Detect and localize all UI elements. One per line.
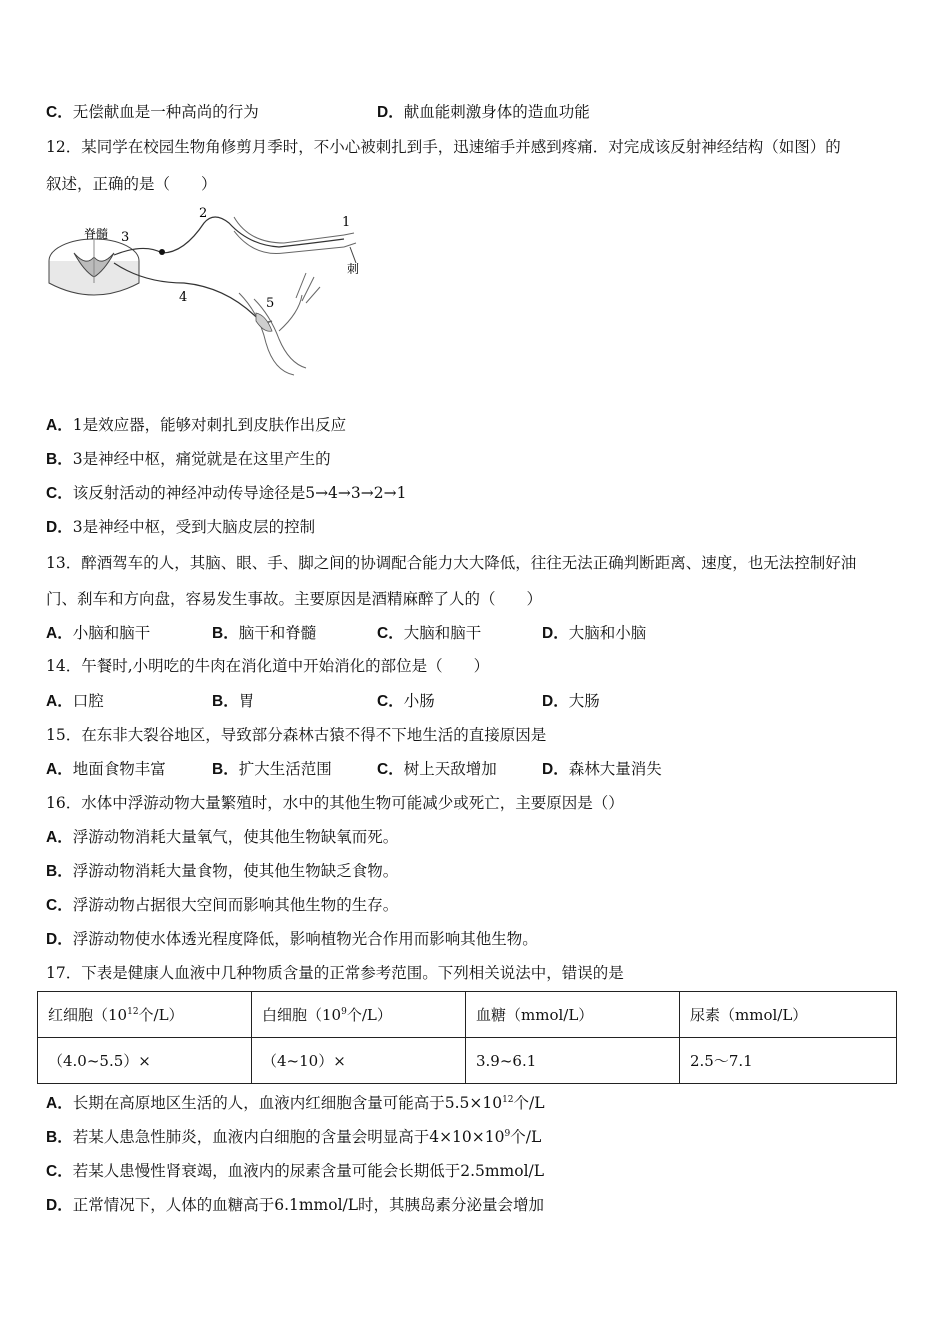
option-letter: C．	[377, 693, 404, 710]
q12-option-c	[46, 483, 406, 504]
q16-stem: 16．水体中浮游动物大量繁殖时，水中的其他生物可能减少或死亡，主要原因是（）	[46, 794, 624, 812]
q12-stem-line2: 叙述，正确的是（ ）	[46, 175, 217, 193]
option-text: 小肠	[403, 692, 435, 710]
option-text: 浮游动物消耗大量氧气，使其他生物缺氧而死。	[72, 828, 399, 846]
q12-option-b	[46, 449, 331, 470]
table-header-row	[38, 992, 897, 1038]
option-text: 3是神经中枢，受到大脑皮层的控制	[72, 518, 316, 536]
option-letter: C．	[377, 761, 404, 778]
option-text: 脑干和脊髓	[238, 624, 317, 642]
q17-option-d	[46, 1195, 544, 1216]
q13-option-d	[542, 623, 646, 644]
q17-option-a	[46, 1093, 545, 1114]
q16-option-c	[46, 895, 398, 916]
q13-stem-line2: 门、刹车和方向盘，容易发生事故。主要原因是酒精麻醉了人的（ ）	[46, 590, 543, 608]
option-letter: C．	[46, 897, 73, 914]
option-text: 若某人患慢性肾衰竭，血液内的尿素含量可能会长期低于2.5mmol/L	[72, 1162, 545, 1180]
cell-urea: 2.5～7.1	[680, 1038, 897, 1084]
label-spinal-cord: 脊髓	[84, 227, 109, 241]
q17-option-b	[46, 1127, 541, 1148]
q13-option-a	[46, 623, 150, 644]
option-letter: B．	[212, 625, 239, 642]
q14-option-d	[542, 691, 600, 712]
option-letter: A．	[46, 693, 73, 710]
q15-option-b	[212, 759, 332, 780]
option-text: 森林大量消失	[568, 760, 662, 778]
option-letter: C．	[46, 485, 73, 502]
q11-option-c	[46, 102, 259, 123]
option-letter: A．	[46, 761, 73, 778]
label-3: 3	[121, 230, 130, 245]
label-5: 5	[266, 296, 275, 311]
option-text: 口腔	[72, 692, 104, 710]
option-text: 小脑和脑干	[72, 624, 151, 642]
option-text: 1是效应器，能够对刺扎到皮肤作出反应	[72, 416, 347, 434]
q13-stem-line1: 13．醉酒驾车的人，其脑、眼、手、脚之间的协调配合能力大大降低，往往无法正确判断距离、速度，也无法控制好油	[46, 554, 857, 572]
option-text: 树上天敌增加	[403, 760, 497, 778]
cell-glucose: 3.9~6.1	[466, 1038, 680, 1084]
q17-option-c	[46, 1161, 544, 1182]
header-rbc: 红细胞（$10^{12}$个/L）	[38, 992, 252, 1038]
q13-option-c	[377, 623, 481, 644]
option-letter: B．	[212, 761, 239, 778]
label-2: 2	[199, 206, 208, 221]
option-text: 长期在高原地区生活的人，血液内红细胞含量可能高于5.5×10	[72, 1094, 503, 1112]
q14-stem: 14．午餐时,小明吃的牛肉在消化道中开始消化的部位是（ ）	[46, 657, 490, 675]
option-letter: D．	[377, 104, 404, 121]
option-letter: D．	[542, 693, 569, 710]
cell-wbc: （4~10）×	[252, 1038, 466, 1084]
q16-option-b	[46, 861, 398, 882]
option-letter: D．	[46, 519, 73, 536]
spinal-cord-figure	[49, 239, 139, 295]
q15-stem: 15．在东非大裂谷地区，导致部分森林古猿不得不下地生活的直接原因是	[46, 726, 547, 744]
exponent: 9	[504, 1129, 511, 1139]
q12-stem-line1: 12．某同学在校园生物角修剪月季时，不小心被刺扎到手，迅速缩手并感到疼痛．对完成该反射神经结构（如图）的	[46, 138, 841, 156]
q16-option-d	[46, 929, 538, 950]
q15-option-a	[46, 759, 166, 780]
option-letter: D．	[542, 625, 569, 642]
option-letter: D．	[46, 1197, 73, 1214]
q14-option-c	[377, 691, 435, 712]
option-letter: C．	[377, 625, 404, 642]
q16-option-a	[46, 827, 398, 848]
option-letter: B．	[46, 451, 73, 468]
option-letter: C．	[46, 1163, 73, 1180]
option-text: 该反射活动的神经冲动传导途径是5→4→3→2→1	[72, 484, 407, 502]
option-text: 正常情况下，人体的血糖高于6.1mmol/L时，其胰岛素分泌量会增加	[72, 1196, 545, 1214]
cell-rbc: （4.0~5.5）×	[38, 1038, 252, 1084]
header-glucose: 血糖（mmol/L）	[466, 992, 680, 1038]
option-text: 献血能刺激身体的造血功能	[403, 103, 590, 121]
option-text: 浮游动物占据很大空间而影响其他生物的生存。	[72, 896, 399, 914]
option-text: 浮游动物消耗大量食物，使其他生物缺乏食物。	[72, 862, 399, 880]
option-unit: 个/L	[513, 1094, 545, 1112]
table-row	[38, 1038, 897, 1084]
option-text: 大脑和小脑	[568, 624, 647, 642]
q13-option-b	[212, 623, 316, 644]
option-unit: 个/L	[510, 1128, 542, 1146]
option-letter: B．	[46, 1129, 73, 1146]
q14-option-b	[212, 691, 254, 712]
option-letter: A．	[46, 1095, 73, 1112]
label-thorn: 刺	[347, 262, 360, 276]
option-text: 无偿献血是一种高尚的行为	[72, 103, 259, 121]
q17-stem: 17．下表是健康人血液中几种物质含量的正常参考范围。下列相关说法中，错误的是	[46, 964, 624, 982]
option-text: 大脑和脑干	[403, 624, 482, 642]
header-wbc: 白细胞（$10^9$个/L）	[252, 992, 466, 1038]
exponent: 12	[502, 1095, 514, 1105]
label-4: 4	[179, 290, 188, 305]
label-1: 1	[342, 215, 351, 230]
option-letter: B．	[212, 693, 239, 710]
header-urea: 尿素（mmol/L）	[680, 992, 897, 1038]
option-letter: A．	[46, 417, 73, 434]
q11-option-d	[377, 102, 590, 123]
option-letter: A．	[46, 829, 73, 846]
option-text: 大肠	[568, 692, 600, 710]
blood-reference-table	[37, 991, 897, 1084]
option-text: 扩大生活范围	[238, 760, 332, 778]
option-letter: D．	[46, 931, 73, 948]
option-letter: B．	[46, 863, 73, 880]
option-letter: C．	[46, 104, 73, 121]
option-letter: A．	[46, 625, 73, 642]
thorn-pointer	[350, 247, 356, 263]
option-text: 3是神经中枢，痛觉就是在这里产生的	[72, 450, 331, 468]
option-text: 胃	[238, 692, 255, 710]
option-text: 地面食物丰富	[72, 760, 166, 778]
q15-option-d	[542, 759, 662, 780]
option-letter: D．	[542, 761, 569, 778]
neuron-cell-body	[159, 249, 165, 255]
q12-option-d	[46, 517, 315, 538]
q12-option-a	[46, 415, 346, 436]
q14-option-a	[46, 691, 104, 712]
option-text: 浮游动物使水体透光程度降低，影响植物光合作用而影响其他生物。	[72, 930, 538, 948]
q15-option-c	[377, 759, 497, 780]
option-text: 若某人患急性肺炎，血液内白细胞的含量会明显高于4×10×10	[72, 1128, 505, 1146]
reflex-arc-diagram	[44, 203, 364, 378]
